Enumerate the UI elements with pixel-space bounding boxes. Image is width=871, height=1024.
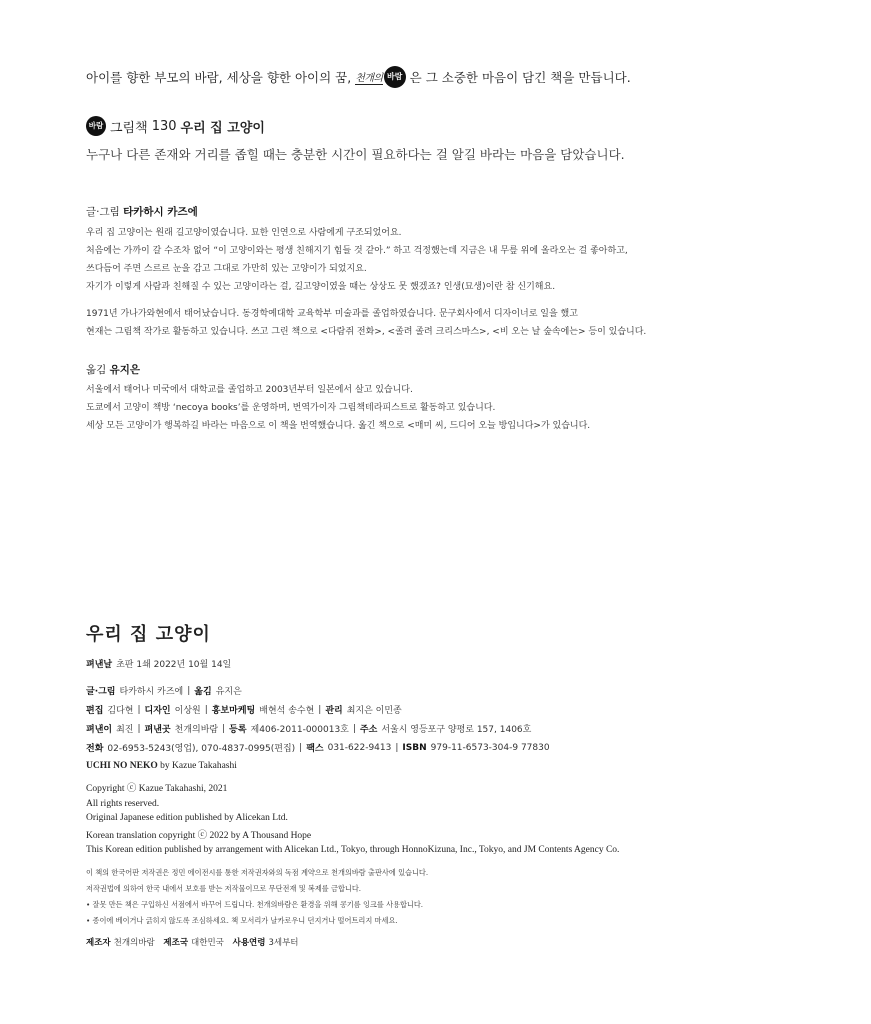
publisher-label: 펴낸이 <box>86 725 113 735</box>
series-book-title: 우리 집 고양이 <box>180 120 265 136</box>
arrangement-line: This Korean edition published by arrangement with Alicekan Ltd., Tokyo, through HonnoKizuna, Inc., Tokyo, and JM Contents Agency Co. <box>86 845 620 855</box>
pubdate-label: 펴낸날 <box>86 660 113 670</box>
credits-row-staff <box>86 700 550 719</box>
management-label: 관리 <box>325 706 343 716</box>
translator-bio-line: 세상 모든 고양이가 행복하길 바라는 마음으로 이 책을 번역했습니다. 옮긴 책으로 <매미 씨, 드디어 오늘 방입니다>가 있습니다. <box>86 421 591 431</box>
editor-label: 편집 <box>86 706 104 716</box>
fax-value: 031-622-9413 <box>327 742 392 753</box>
author-bio-line: 자기가 이렇게 사람과 친해질 수 있는 고양이라는 걸, 길고양이였을 때는 상상도 못 했겠죠? 인생(묘생)이란 참 신기해요. <box>86 282 556 292</box>
translator-name: 유지은 <box>109 364 141 376</box>
separator: | <box>137 704 141 715</box>
country-label: 제조국 <box>163 938 189 948</box>
pubdate-row <box>86 654 550 673</box>
credits-row-contact <box>86 738 550 757</box>
logo-badge: 바람 <box>384 66 406 88</box>
editor-value: 김다현 <box>107 706 134 716</box>
logo-script-text: 천개의 <box>355 69 382 85</box>
author-credit-value: 타카하시 카즈에 <box>119 687 184 697</box>
tagline-text-after: 은 그 소중한 마음이 담긴 책을 만듭니다. <box>409 70 631 85</box>
author-bio-line: 처음에는 가까이 갈 수조차 없어 “이 고양이와는 평생 친해지기 힘들 것 같아.” 하고 걱정했는데 지금은 내 무릎 위에 올라오는 걸 좋아하고, <box>86 246 628 256</box>
design-value: 이상원 <box>174 706 201 716</box>
publisher-logo <box>355 66 405 88</box>
translation-copyright-line: Korean translation copyright ⓒ 2022 by A Thousand Hope <box>86 830 312 841</box>
separator: | <box>137 723 141 734</box>
translator-credit-value: 유지은 <box>215 687 242 697</box>
author-bio-line: 현재는 그림책 작가로 활동하고 있습니다. 쓰고 그린 책으로 <다람쥐 전화>, <졸려 졸려 크리스마스>, <비 오는 날 숲속에는> 등이 있습니다. <box>86 327 647 337</box>
author-role: 글·그림 <box>86 206 120 218</box>
legal-line: 저작권법에 의하여 한국 내에서 보호를 받는 저작물이므로 무단전재 및 복제를 금합니다. <box>86 883 362 893</box>
author-name: 타카하시 카즈에 <box>123 206 198 218</box>
registration-label: 등록 <box>229 725 247 735</box>
author-bio-line: 우리 집 고양이는 원래 길고양이였습니다. 묘한 인연으로 사람에게 구조되었어요. <box>86 228 402 238</box>
separator: | <box>352 723 356 734</box>
isbn-label: ISBN <box>402 742 427 753</box>
separator: | <box>204 704 208 715</box>
author-bio-paragraph-1 <box>86 224 628 296</box>
country-value: 대한민국 <box>191 938 224 948</box>
phone-label: 전화 <box>86 744 104 754</box>
series-heading <box>86 116 265 136</box>
maker-info <box>86 936 299 948</box>
series-number: 130 <box>151 118 177 134</box>
house-label: 펴낸곳 <box>144 725 171 735</box>
registration-value: 제406-2011-000013호 <box>250 725 349 735</box>
separator: | <box>395 742 399 753</box>
fax-label: 팩스 <box>306 744 324 754</box>
management-value: 최지은 이민종 <box>346 706 402 716</box>
publisher-tagline <box>86 66 631 88</box>
english-title-line <box>86 759 237 774</box>
legal-notice <box>86 865 428 896</box>
translator-role: 옮김 <box>86 364 107 376</box>
manufacturer-label: 제조자 <box>86 938 111 948</box>
author-bio-line: 쓰다듬어 주면 스르르 눈을 감고 그대로 가만히 있는 고양이가 되었지요. <box>86 264 367 274</box>
separator: | <box>318 704 322 715</box>
colophon-book-title: 우리 집 고양이 <box>86 624 211 645</box>
legal-line: 이 책의 한국어판 저작권은 정민 에이전시를 통한 저작권자와의 독점 계약으로 천개의바람 출판사에 있습니다. <box>86 868 429 877</box>
translator-bio <box>86 381 590 435</box>
credits-block <box>86 654 550 757</box>
isbn-value: 979-11-6573-304-9 77830 <box>430 742 550 753</box>
copyright-line: Copyright ⓒ Kazue Takahashi, 2021 <box>86 784 228 794</box>
series-label: 그림책 <box>110 120 148 136</box>
author-heading <box>86 204 198 219</box>
translator-heading <box>86 362 140 377</box>
author-credit-label: 글·그림 <box>86 687 116 697</box>
author-bio-paragraph-2 <box>86 305 646 341</box>
credits-row-publisher <box>86 719 550 738</box>
phone-value: 02-6953-5243(영업), 070-4837-0995(편집) <box>107 744 296 754</box>
legal-bullet: • 잘못 만든 책은 구입하신 서점에서 바꾸어 드립니다. 천개의바람은 환경을 위해 콩기름 잉크를 사용합니다. <box>86 900 424 909</box>
age-label: 사용연령 <box>232 938 266 948</box>
marketing-label: 홍보마케팅 <box>211 706 256 716</box>
pubdate-value: 초판 1쇄 2022년 10월 14일 <box>116 660 232 670</box>
rights-line: All rights reserved. <box>86 798 160 809</box>
house-value: 천개의바람 <box>174 725 219 735</box>
separator: | <box>187 685 191 696</box>
series-logo-badge: 바람 <box>86 116 106 136</box>
separator: | <box>222 723 226 734</box>
english-copyright-block <box>86 782 619 858</box>
series-description: 누구나 다른 존재와 거리를 좁힐 때는 충분한 시간이 필요하다는 걸 알길 바라는 마음을 담았습니다. <box>86 147 625 162</box>
english-title: UCHI NO NEKO <box>86 761 158 771</box>
marketing-value: 배현석 송수현 <box>259 706 315 716</box>
legal-bullets <box>86 897 423 928</box>
translator-credit-label: 옮김 <box>194 687 212 697</box>
translator-bio-line: 도쿄에서 고양이 책방 ‘necoya books’를 운영하며, 번역가이자 그림책테라피스트로 활동하고 있습니다. <box>86 403 496 413</box>
translator-bio-line: 서울에서 태어나 미국에서 대학교를 졸업하고 2003년부터 일본에서 살고 있습니다. <box>86 385 413 395</box>
original-edition-line: Original Japanese edition published by Alicekan Ltd. <box>86 813 288 823</box>
age-value: 3세부터 <box>268 938 299 948</box>
design-label: 디자인 <box>144 706 171 716</box>
address-label: 주소 <box>359 725 378 735</box>
author-bio-line: 1971년 가나가와현에서 태어났습니다. 동경학예대학 교육학부 미술과를 졸업하였습니다. 문구회사에서 디자이너로 일을 했고 <box>86 309 578 319</box>
address-value: 서울시 영등포구 양평로 157, 1406호 <box>381 725 532 735</box>
english-byline: by Kazue Takahashi <box>160 761 237 771</box>
publisher-value: 최진 <box>116 725 134 735</box>
credits-row-authors <box>86 681 550 700</box>
separator: | <box>299 742 303 753</box>
tagline-text-before: 아이를 향한 부모의 바람, 세상을 향한 아이의 꿈, <box>86 70 352 85</box>
legal-bullet: • 종이에 베이거나 긁히지 않도록 조심하세요. 책 모서리가 날카로우니 던지거나 떨어트리지 마세요. <box>86 915 398 925</box>
manufacturer-value: 천개의바람 <box>113 938 155 948</box>
